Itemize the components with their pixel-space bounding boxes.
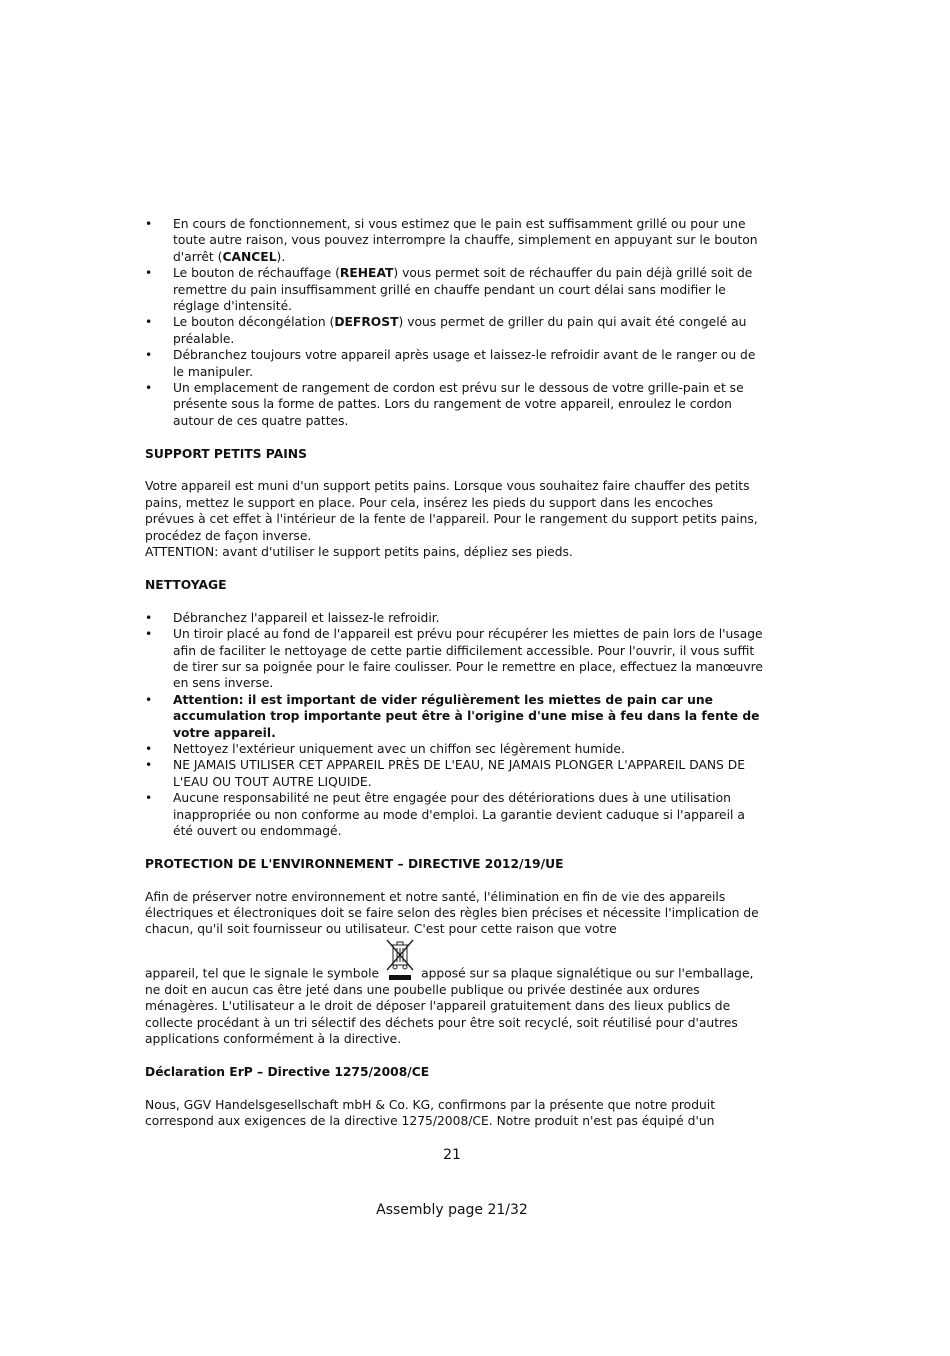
- warning-text: Attention: il est important de vider régulièrement les miettes de pain car une accumulation trop importante peut être à l'origine d'une mise à feu dans la fente de votre appareil.: [173, 692, 760, 740]
- environment-paragraph-2: appareil, tel que le signale le symbole apposé sur sa plaque signalétique ou sur l'emballage, ne doit en aucun cas être jeté dans une poubelle publique ou privée destinée aux ordures ménagères. L'utilisateur a le droit de déposer l'appareil gratuitement dans des lieux publics de collecte procédant à un tri sélectif des déchets pour être soit recyclé, soit réutilisé pour d'autres applications conformément à la directive.: [145, 936, 765, 1048]
- cleaning-bullet-list: [145, 610, 765, 840]
- assembly-page-label: Assembly page 21/32: [376, 1202, 528, 1218]
- list-item: • En cours de fonctionnement, si vous estimez que le pain est suffisamment grillé ou pour une toute autre raison, vous pouvez interrompre la chauffe, simplement en appuyant sur le bouton d'arrêt (CANCEL).: [145, 216, 765, 265]
- section-heading-support: SUPPORT PETITS PAINS: [145, 446, 307, 461]
- weee-crossed-bin-icon: [383, 938, 417, 984]
- list-item: • NE JAMAIS UTILISER CET APPAREIL PRÈS DE L'EAU, NE JAMAIS PLONGER L'APPAREIL DANS DE L'EAU OU TOUT AUTRE LIQUIDE.: [145, 757, 765, 790]
- section-heading-erp: Déclaration ErP – Directive 1275/2008/CE: [145, 1064, 430, 1079]
- support-attention: ATTENTION: avant d'utiliser le support petits pains, dépliez ses pieds.: [145, 545, 573, 560]
- erp-paragraph: Nous, GGV Handelsgesellschaft mbH & Co. KG, confirmons par la présente que notre produit correspond aux exigences de la directive 1275/2008/CE. Notre produit n'est pas équipé d'un: [145, 1097, 716, 1128]
- usage-bullet-list: [145, 216, 765, 429]
- environment-paragraph-1: Afin de préserver notre environnement et notre santé, l'élimination en fin de vie des appareils électriques et électroniques doit se faire selon des règles bien précises et nécessite l'implication de chacun, qu'il soit fournisseur ou utilisateur. C'est pour cette raison que votre: [145, 889, 759, 937]
- list-item: • Le bouton décongélation (DEFROST) vous permet de griller du pain qui avait été congelé au préalable.: [145, 314, 765, 347]
- support-paragraph: Votre appareil est muni d'un support petits pains. Lorsque vous souhaitez faire chauffer des petits pains, mettez le support en place. Pour cela, insérez les pieds du support dans les encoches prévues à cet effet à l'intérieur de la fente de l'appareil. Pour le rangement du support petits pains, procédez de façon inverse.: [145, 479, 758, 543]
- list-item: • Nettoyez l'extérieur uniquement avec un chiffon sec légèrement humide.: [145, 741, 765, 757]
- list-item: • Débranchez l'appareil et laissez-le refroidir.: [145, 610, 765, 626]
- section-heading-environnement: PROTECTION DE L'ENVIRONNEMENT – DIRECTIVE 2012/19/UE: [145, 856, 564, 871]
- document-body: [145, 216, 765, 1129]
- list-item: [145, 692, 765, 741]
- list-item: • Un emplacement de rangement de cordon est prévu sur le dessous de votre grille-pain et se présente sous la forme de pattes. Lors du rangement de votre appareil, enroulez le cordon autour de ces quatre pattes.: [145, 380, 765, 429]
- page-number: 21: [443, 1147, 461, 1163]
- list-item: • Un tiroir placé au fond de l'appareil est prévu pour récupérer les miettes de pain lors de l'usage afin de faciliter le nettoyage de cette partie difficilement accessible. Pour l'ouvrir, il vous suffit de tirer sur sa poignée pour le faire coulisser. Pour le remettre en place, effectuez la manœuvre en sens inverse.: [145, 626, 765, 692]
- section-heading-nettoyage: NETTOYAGE: [145, 577, 227, 592]
- list-item: • Le bouton de réchauffage (REHEAT) vous permet soit de réchauffer du pain déjà grillé soit de remettre du pain insuffisamment grillé en chauffe pendant un court délai sans modifier le réglage d'intensité.: [145, 265, 765, 314]
- list-item: • Débranchez toujours votre appareil après usage et laissez-le refroidir avant de le ranger ou de le manipuler.: [145, 347, 765, 380]
- list-item: • Aucune responsabilité ne peut être engagée pour des détériorations dues à une utilisation inappropriée ou non conforme au mode d'emploi. La garantie devient caduque si l'appareil a été ouvert ou endommagé.: [145, 790, 765, 839]
